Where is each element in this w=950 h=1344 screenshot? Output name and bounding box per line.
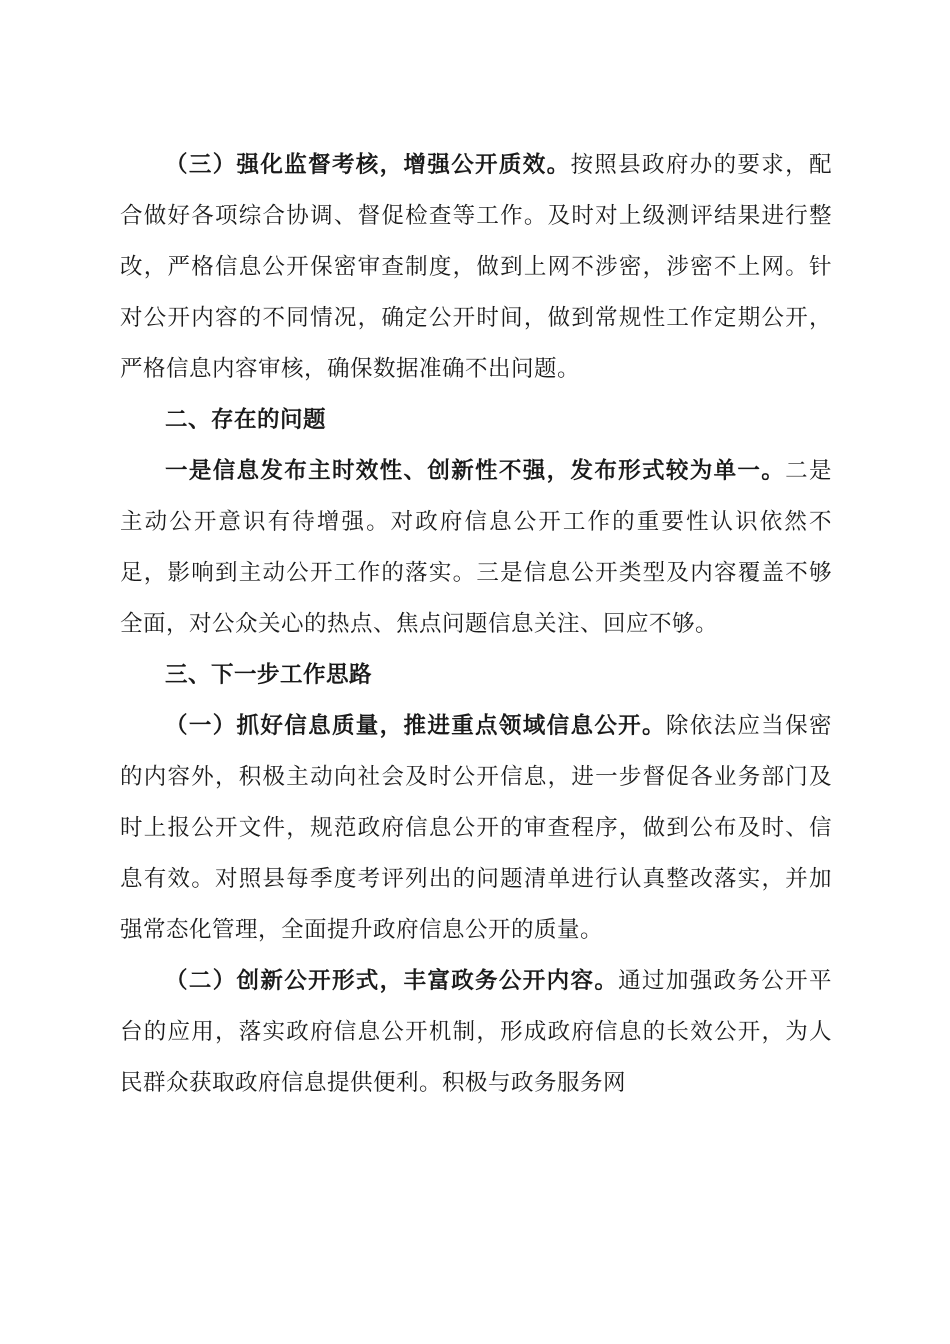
paragraph-lead: （一）抓好信息质量，推进重点领域信息公开。: [165, 713, 666, 739]
paragraph-innovation: [120, 956, 832, 1109]
paragraph-text: 按照县政府办的要求，配合做好各项综合协调、督促检查等工作。及时对上级测评结果进行整改，严格信息公开保密审查制度，做到上网不涉密，涉密不上网。针对公开内容的不同情况，确定公开时间，做到常规性工作定期公开，严格信息内容审核，确保数据准确不出问题。: [120, 152, 832, 382]
paragraph-text: 二是主动公开意识有待增强。对政府信息公开工作的重要性认识依然不足，影响到主动公开工作的落实。三是信息公开类型及内容覆盖不够全面，对公众关心的热点、焦点问题信息关注、回应不够。: [120, 458, 832, 637]
document-body: [120, 140, 832, 1109]
section-heading-next-steps: 三、下一步工作思路: [165, 662, 373, 688]
paragraph-info-quality: [120, 701, 832, 956]
paragraph-lead: （二）创新公开形式，丰富政务公开内容。: [165, 968, 619, 994]
paragraph-problems: [120, 446, 832, 650]
paragraph-lead: （三）强化监督考核，增强公开质效。: [165, 152, 571, 178]
paragraph-supervision: [120, 140, 832, 395]
paragraph-text: 通过加强政务公开平台的应用，落实政府信息公开机制，形成政府信息的长效公开，为人民群众获取政府信息提供便利。积极与政务服务网: [120, 968, 832, 1096]
section-heading-problems: 二、存在的问题: [165, 407, 327, 433]
paragraph-text: 除依法应当保密的内容外，积极主动向社会及时公开信息，进一步督促各业务部门及时上报公开文件，规范政府信息公开的审查程序，做到公布及时、信息有效。对照县每季度考评列出的问题清单进行认真整改落实，并加强常态化管理，全面提升政府信息公开的质量。: [120, 713, 832, 943]
paragraph-lead: 一是信息发布主时效性、创新性不强，发布形式较为单一。: [165, 458, 786, 484]
